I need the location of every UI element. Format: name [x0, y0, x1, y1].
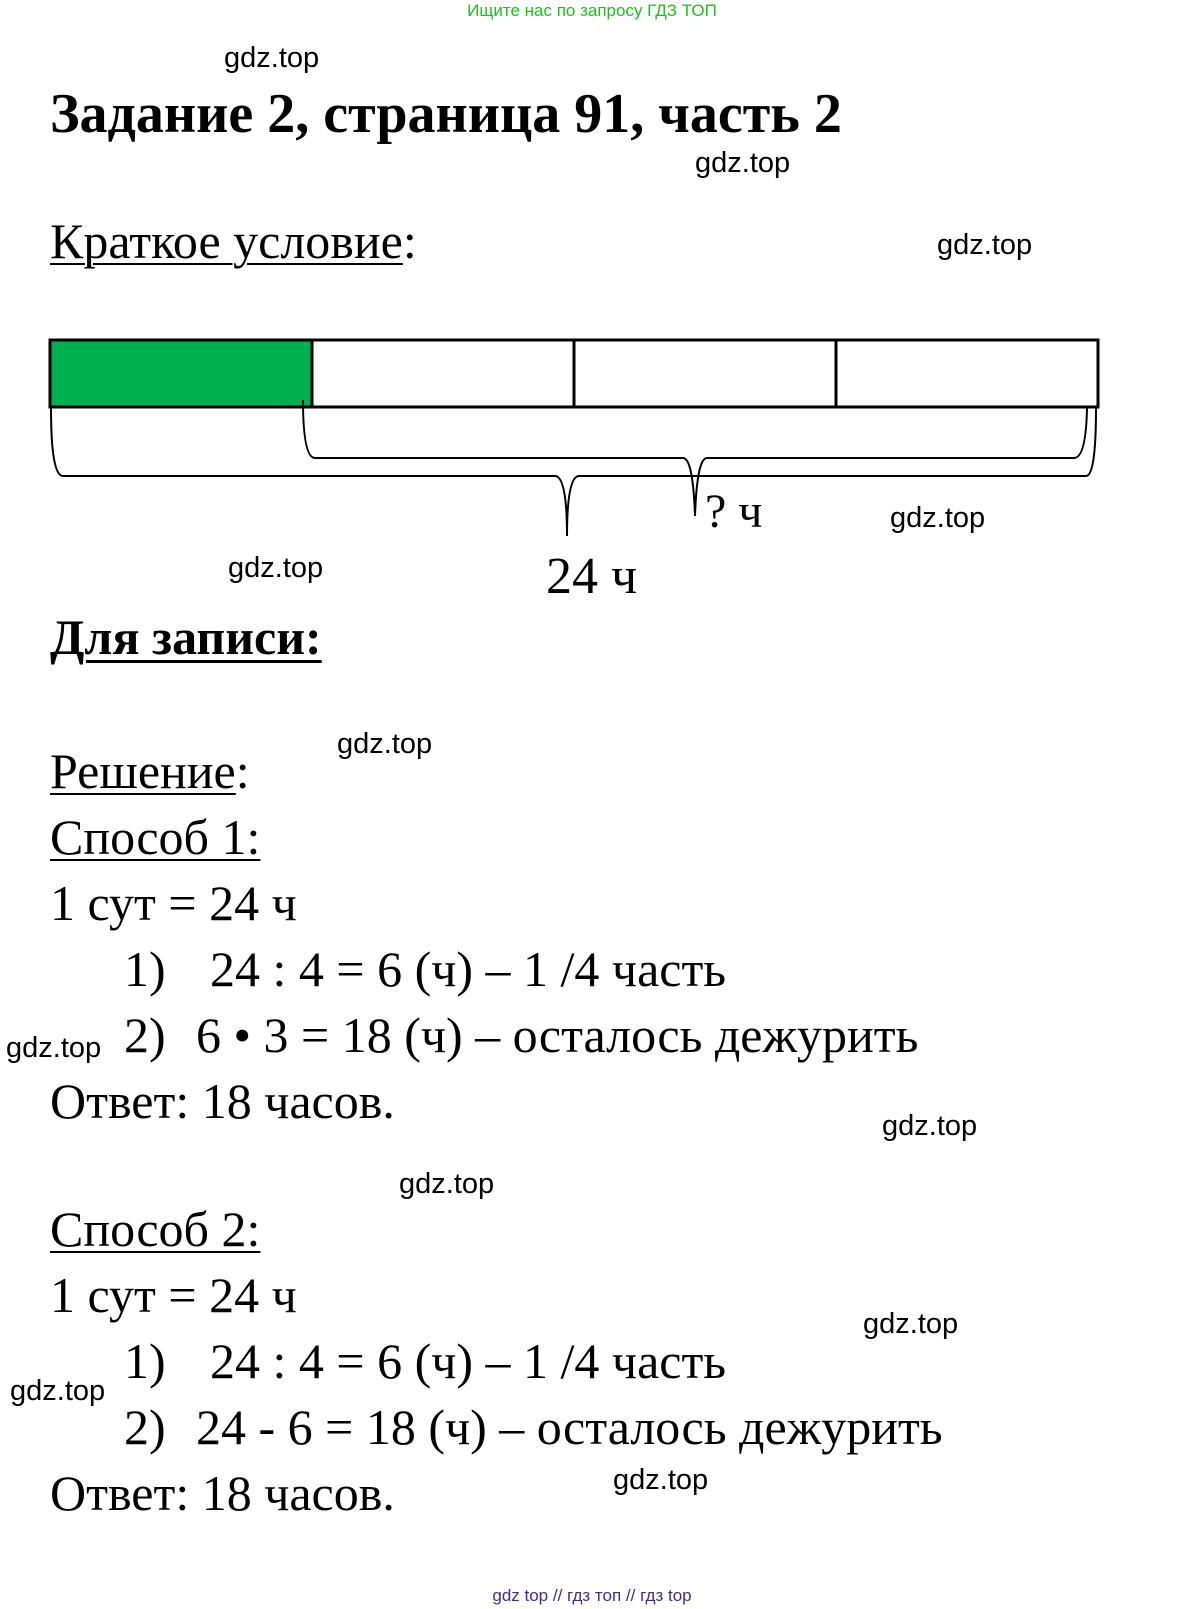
method1-step2-num: 2) — [124, 1007, 166, 1063]
solution-heading — [50, 742, 250, 800]
short-condition-heading — [50, 212, 417, 270]
solution-colon: : — [235, 743, 250, 799]
watermark: gdz.top — [228, 552, 324, 584]
method2-heading: Способ 2: — [50, 1201, 261, 1257]
watermark: gdz.top — [399, 1168, 495, 1200]
method1-answer: Ответ: 18 часов. — [50, 1073, 395, 1129]
watermark: gdz.top — [10, 1375, 106, 1407]
method1-step1-num: 1) — [124, 941, 166, 997]
watermark: gdz.top — [695, 147, 791, 179]
page-title: Задание 2, страница 91, часть 2 — [50, 83, 842, 145]
method2-given: 1 сут = 24 ч — [50, 1267, 297, 1323]
top-banner: Ищите нас по запросу ГДЗ ТОП — [467, 1, 717, 20]
method2-step2-num: 2) — [124, 1399, 166, 1455]
watermark: gdz.top — [863, 1308, 959, 1340]
label-total: 24 ч — [546, 548, 638, 605]
watermark: gdz.top — [937, 229, 1033, 261]
segment-diagram — [0, 320, 1184, 610]
segment-3 — [574, 340, 836, 407]
watermark: gdz.top — [613, 1464, 709, 1496]
record-heading: Для записи: — [50, 609, 322, 665]
footer-separator: // — [552, 1586, 563, 1605]
short-condition-colon: : — [402, 213, 417, 269]
method1-step1: 24 : 4 = 6 (ч) – 1 /4 часть — [210, 941, 727, 997]
watermark: gdz.top — [890, 502, 986, 534]
footer-link-a[interactable]: gdz top — [492, 1586, 549, 1605]
watermark: gdz.top — [882, 1110, 978, 1142]
segment-4 — [836, 340, 1098, 407]
footer-link-c[interactable]: гдз top — [640, 1586, 692, 1605]
method2-step1: 24 : 4 = 6 (ч) – 1 /4 часть — [210, 1333, 727, 1389]
watermark: gdz.top — [337, 728, 433, 760]
segment-bar — [50, 340, 1098, 407]
method1-given: 1 сут = 24 ч — [50, 875, 297, 931]
label-question: ? ч — [705, 485, 763, 538]
footer-link-b[interactable]: гдз топ — [567, 1586, 622, 1605]
solution-label: Решение — [50, 743, 236, 799]
method1-heading: Способ 1: — [50, 809, 261, 865]
segment-2 — [312, 340, 574, 407]
brace-question — [303, 400, 1087, 516]
method2-step2: 24 - 6 = 18 (ч) – осталось дежурить — [196, 1399, 943, 1455]
watermark: gdz.top — [6, 1032, 102, 1064]
short-condition-label: Краткое условие — [50, 213, 403, 269]
method2-step1-num: 1) — [124, 1333, 166, 1389]
segment-1 — [50, 340, 312, 407]
footer-separator: // — [625, 1586, 636, 1605]
method1-step2: 6 • 3 = 18 (ч) – осталось дежурить — [196, 1007, 919, 1063]
method2-answer: Ответ: 18 часов. — [50, 1465, 395, 1521]
watermark: gdz.top — [224, 42, 320, 74]
footer — [0, 1586, 1184, 1606]
